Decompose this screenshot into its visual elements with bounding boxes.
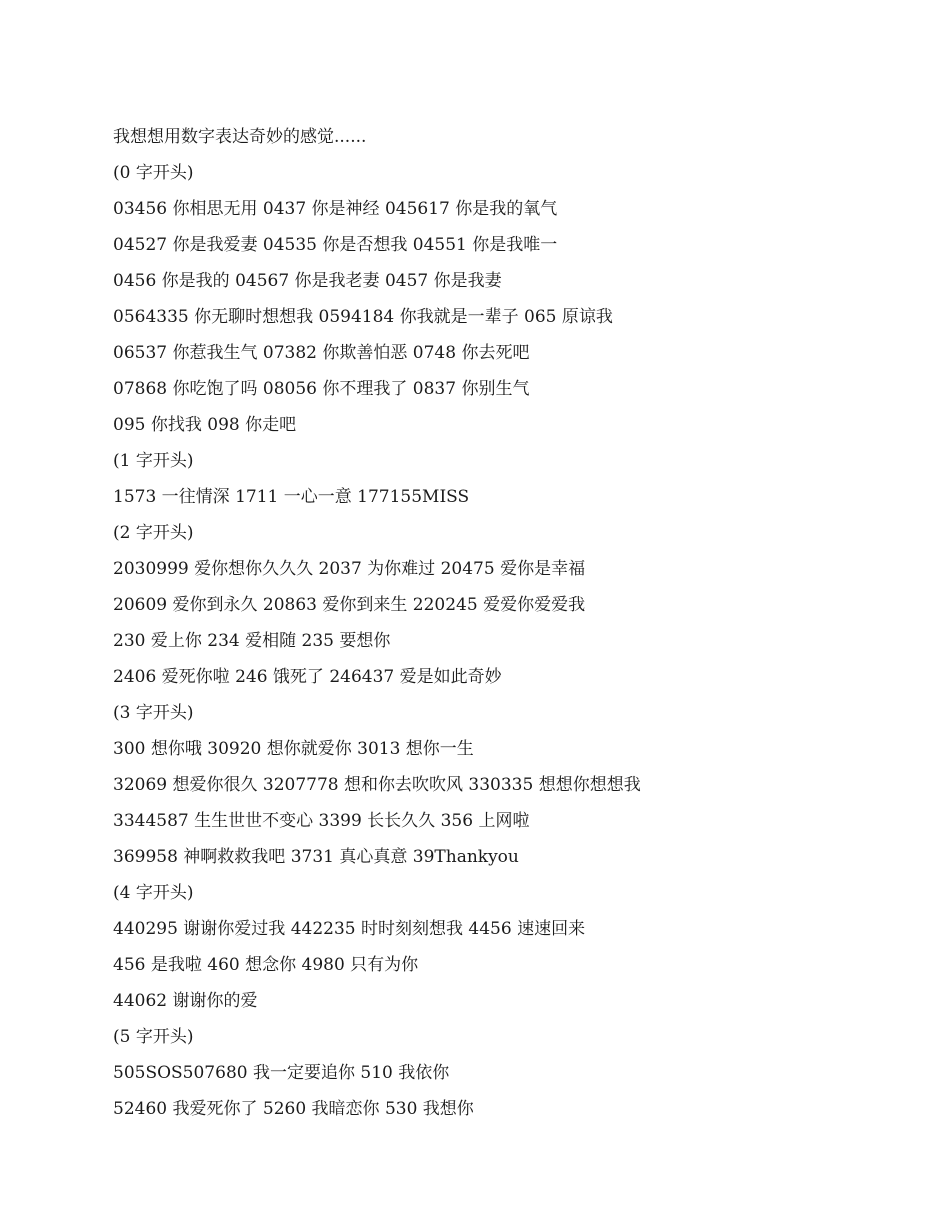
section-heading-1: (1 字开头) [113,451,194,471]
section-heading-0: (0 字开头) [113,163,194,183]
text-line: 0456 你是我的 04567 你是我老妻 0457 你是我妻 [113,271,502,291]
section-heading-3: (3 字开头) [113,703,194,723]
text-line: 440295 谢谢你爱过我 442235 时时刻刻想我 4456 速速回来 [113,919,586,939]
text-line: 369958 神啊救救我吧 3731 真心真意 39Thankyou [113,847,519,867]
text-line: 2406 爱死你啦 246 饿死了 246437 爱是如此奇妙 [113,667,502,687]
section-heading-2: (2 字开头) [113,523,194,543]
text-line: 095 你找我 098 你走吧 [113,415,297,435]
text-line: 1573 一往情深 1711 一心一意 177155MISS [113,487,470,507]
text-line: 456 是我啦 460 想念你 4980 只有为你 [113,955,419,975]
text-line: 07868 你吃饱了吗 08056 你不理我了 0837 你别生气 [113,379,530,399]
section-heading-5: (5 字开头) [113,1027,194,1047]
text-line: 230 爱上你 234 爱相随 235 要想你 [113,631,391,651]
document-body [113,124,893,1132]
text-line: 3344587 生生世世不变心 3399 长长久久 356 上网啦 [113,811,530,831]
text-line: 04527 你是我爱妻 04535 你是否想我 04551 你是我唯一 [113,235,558,255]
text-line: 20609 爱你到永久 20863 爱你到来生 220245 爱爱你爱爱我 [113,595,586,615]
text-line: 0564335 你无聊时想想我 0594184 你我就是一辈子 065 原谅我 [113,307,613,327]
text-line: 32069 想爱你很久 3207778 想和你去吹吹风 330335 想想你想想我 [113,775,641,795]
intro-line: 我想想用数字表达奇妙的感觉...... [113,127,367,147]
text-line: 300 想你哦 30920 想你就爱你 3013 想你一生 [113,739,474,759]
text-line: 44062 谢谢你的爱 [113,991,258,1011]
text-line: 2030999 爱你想你久久久 2037 为你难过 20475 爱你是幸福 [113,559,586,579]
text-line: 03456 你相思无用 0437 你是神经 045617 你是我的氧气 [113,199,558,219]
text-line: 505SOS507680 我一定要追你 510 我依你 [113,1063,450,1083]
text-line: 52460 我爱死你了 5260 我暗恋你 530 我想你 [113,1099,474,1119]
text-line: 06537 你惹我生气 07382 你欺善怕恶 0748 你去死吧 [113,343,530,363]
section-heading-4: (4 字开头) [113,883,194,903]
